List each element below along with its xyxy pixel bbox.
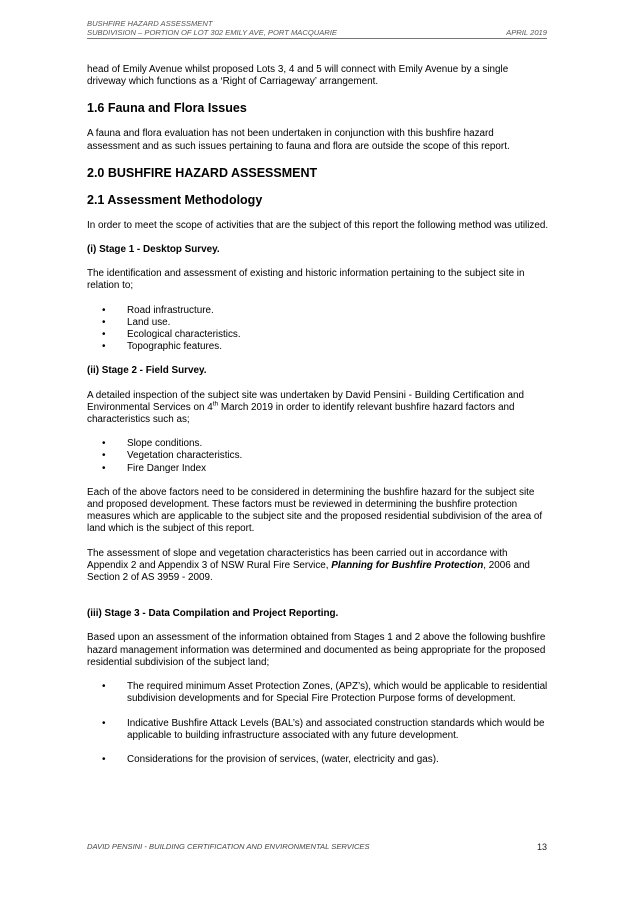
page-header — [87, 19, 547, 39]
stage3-paragraph: Based upon an assessment of the information obtained from Stages 1 and 2 above the following bushfire hazard management information was determined and documented as being appropriate for the proposed residential subdivision of the subject land; — [87, 632, 546, 668]
list-item: • Ecological characteristics. — [87, 329, 549, 341]
slope-text-a: The assessment of slope and vegetation characteristics has been carried out in accordance with Appendix 2 and Appendix 3 of NSW Rural Fire Service, — [87, 547, 508, 571]
list-item: • Slope conditions. — [87, 438, 549, 450]
stage2-paragraph — [87, 390, 549, 427]
header-date: APRIL 2019 — [506, 28, 547, 37]
footer-company: DAVID PENSINI - BUILDING CERTIFICATION AND ENVIRONMENTAL SERVICES — [87, 842, 370, 851]
stage3-list — [87, 681, 549, 766]
list-item: • Considerations for the provision of services, (water, electricity and gas). — [87, 754, 549, 766]
list-item: • Vegetation characteristics. — [87, 450, 549, 462]
slope-paragraph — [87, 548, 549, 585]
heading-fauna-flora: 1.6 Fauna and Flora Issues — [87, 101, 247, 116]
stage1-paragraph: The identification and assessment of existing and historic information pertaining to the subject site in relation to; — [87, 268, 525, 292]
stage2-text-b: March 2019 in order to identify relevant bushfire hazard factors and characteristics such as; — [87, 401, 515, 426]
list-item: • Topographic features. — [87, 341, 549, 353]
stage1-list — [87, 305, 549, 354]
header-subtitle: SUBDIVISION – PORTION OF LOT 302 EMILY AVE, PORT MACQUARIE — [87, 28, 337, 37]
fauna-paragraph: A fauna and flora evaluation has not been undertaken in conjunction with this bushfire hazard assessment and as such issues pertaining to fauna and flora are outside the scope of this report. — [87, 128, 510, 152]
method-paragraph: In order to meet the scope of activities that are the subject of this report the following method was utilized. — [87, 219, 549, 231]
stage3-title: (iii) Stage 3 - Data Compilation and Project Reporting. — [87, 608, 339, 620]
list-item: • The required minimum Asset Protection Zones, (APZ’s), which would be applicable to residential subdivision developments and for Special Fire Protection Purpose forms of development. — [87, 681, 549, 705]
intro-paragraph: head of Emily Avenue whilst proposed Lots 3, 4 and 5 will connect with Emily Avenue by a single driveway which functions as a ‘Right of Carriageway’ arrangement. — [87, 64, 509, 88]
page-number: 13 — [536, 842, 547, 852]
page-footer — [87, 842, 547, 852]
ordinal-suffix: th — [212, 400, 219, 408]
list-item: • Indicative Bushfire Attack Levels (BAL’s) and associated construction standards which would be applicable to building infrastructure associated with any future development. — [87, 718, 549, 742]
stage2-list — [87, 438, 549, 475]
stage2-title: (ii) Stage 2 - Field Survey. — [87, 365, 207, 377]
list-item: • Road infrastructure. — [87, 305, 549, 317]
header-title: BUSHFIRE HAZARD ASSESSMENT — [87, 19, 213, 28]
slope-reference: Planning for Bushfire Protection — [331, 559, 484, 571]
slope-text-b: , 2006 and Section 2 of AS 3959 - 2009. — [87, 559, 530, 584]
stage2-text-a: A detailed inspection of the subject site was undertaken by David Pensini - Building Certification and Environmental Services on 4 — [87, 389, 524, 413]
factors-paragraph: Each of the above factors need to be considered in determining the bushfire hazard for the subject site and proposed development. These factors must be reviewed in determining the bushfire protection measures which are applicable to the subject site and the proposed residential subdivision of the area of land which is the subject of this report. — [87, 486, 543, 535]
list-item: • Land use. — [87, 317, 549, 329]
page-body — [87, 64, 549, 766]
stage1-title: (i) Stage 1 - Desktop Survey. — [87, 244, 220, 256]
heading-bushfire-assessment: 2.0 BUSHFIRE HAZARD ASSESSMENT — [87, 165, 318, 180]
header-subtitle-row — [87, 28, 547, 39]
list-item: • Fire Danger Index — [87, 463, 549, 475]
heading-assessment-methodology: 2.1 Assessment Methodology — [87, 192, 263, 207]
